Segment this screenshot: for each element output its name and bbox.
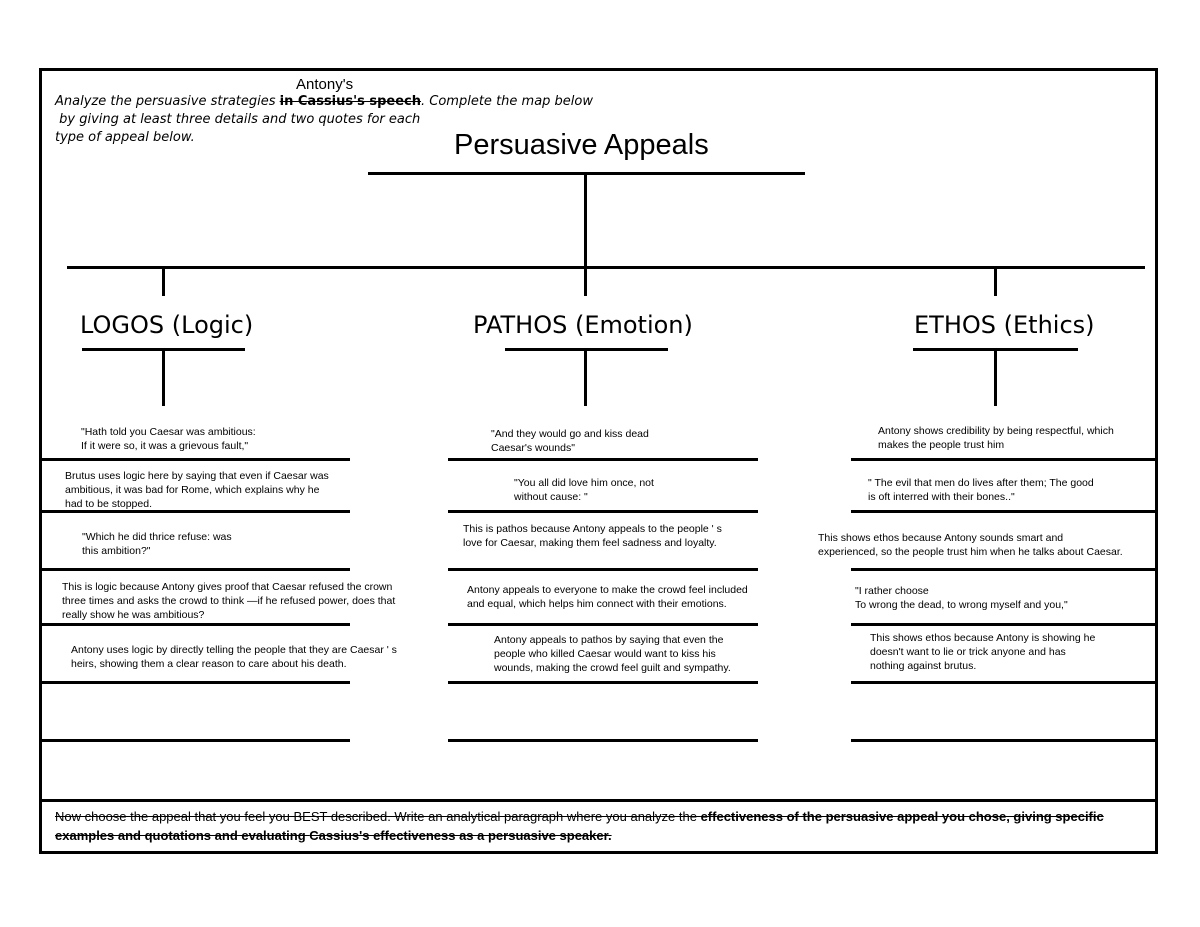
bottom-prompt-bold-end: Cassius's effectiveness as a persuasive speaker. bbox=[309, 828, 612, 843]
ethos-heading: ETHOS (Ethics) bbox=[914, 311, 1095, 339]
instructions-line3: type of appeal below. bbox=[55, 130, 195, 145]
inserted-word: Antony's bbox=[296, 76, 354, 93]
pathos-line-6 bbox=[448, 739, 758, 742]
bottom-prompt-bold: effectiveness of the persuasive appeal you chose, giving specific examples and quotations and evaluating bbox=[55, 809, 1104, 843]
pathos-cell-4: Antony appeals to everyone to make the crowd feel included and equal, which helps him connect with their emotions. bbox=[467, 584, 748, 610]
instructions-line1: Analyze the persuasive strategies bbox=[55, 94, 280, 109]
ethos-branch bbox=[994, 268, 997, 296]
logos-stem bbox=[162, 350, 165, 406]
bottom-divider bbox=[40, 799, 1158, 802]
ethos-line-3 bbox=[851, 568, 1158, 571]
logos-cell-5: Antony uses logic by directly telling the people that they are Caesar ' s heirs, showing them a clear reason to care about his death. bbox=[71, 644, 397, 670]
map-title: Persuasive Appeals bbox=[454, 129, 709, 161]
pathos-cell-3: This is pathos because Antony appeals to the people ' s love for Caesar, making them feel sadness and loyalty. bbox=[463, 523, 722, 549]
ethos-cell-5: This shows ethos because Antony is showing he doesn't want to lie or trick anyone and has nothing against brutus. bbox=[870, 632, 1096, 672]
ethos-cell-3: This shows ethos because Antony sounds smart and experienced, so the people trust him when he talks about Caesar. bbox=[818, 532, 1123, 558]
ethos-cell-4: "I rather choose To wrong the dead, to wrong myself and you," bbox=[855, 585, 1068, 611]
bottom-prompt bbox=[55, 807, 1150, 845]
pathos-branch bbox=[584, 268, 587, 296]
pathos-stem bbox=[584, 350, 587, 406]
logos-line-2 bbox=[40, 510, 350, 513]
logos-line-5 bbox=[40, 681, 350, 684]
pathos-heading: PATHOS (Emotion) bbox=[473, 311, 693, 339]
logos-line-4 bbox=[40, 623, 350, 626]
pathos-cell-5: Antony appeals to pathos by saying that even the people who killed Caesar would want to kiss his wounds, making the crowd feel guilt and sympathy. bbox=[494, 634, 731, 674]
ethos-line-2 bbox=[851, 510, 1158, 513]
ethos-cell-1: Antony shows credibility by being respectful, which makes the people trust him bbox=[878, 425, 1114, 451]
logos-cell-1: "Hath told you Caesar was ambitious: If it were so, it was a grievous fault," bbox=[81, 426, 256, 452]
logos-line-3 bbox=[40, 568, 350, 571]
pathos-line-5 bbox=[448, 681, 758, 684]
struck-text: in Cassius's speech bbox=[279, 94, 422, 109]
logos-cell-2: Brutus uses logic here by saying that even if Caesar was ambitious, it was bad for Rome, which explains why he had to be stopped. bbox=[65, 470, 329, 510]
pathos-line-3 bbox=[448, 568, 758, 571]
pathos-line-1 bbox=[448, 458, 758, 461]
title-stem bbox=[584, 174, 587, 268]
pathos-line-4 bbox=[448, 623, 758, 626]
ethos-stem bbox=[994, 350, 997, 406]
branch-line bbox=[67, 266, 1145, 269]
ethos-line-1 bbox=[851, 458, 1158, 461]
logos-branch bbox=[162, 268, 165, 296]
logos-cell-3: "Which he did thrice refuse: was this ambition?" bbox=[82, 531, 232, 557]
pathos-cell-1: "And they would go and kiss dead Caesar's wounds" bbox=[491, 428, 649, 454]
ethos-line-5 bbox=[851, 681, 1158, 684]
ethos-line-6 bbox=[851, 739, 1158, 742]
logos-line-6 bbox=[40, 739, 350, 742]
logos-line-1 bbox=[40, 458, 350, 461]
ethos-cell-2: " The evil that men do lives after them; The good is oft interred with their bones.." bbox=[868, 477, 1094, 503]
pathos-line-2 bbox=[448, 510, 758, 513]
logos-heading: LOGOS (Logic) bbox=[80, 311, 254, 339]
instructions-line2: by giving at least three details and two quotes for each bbox=[55, 112, 421, 127]
pathos-cell-2: "You all did love him once, not without cause: " bbox=[514, 477, 654, 503]
logos-cell-4: This is logic because Antony gives proof that Caesar refused the crown three times and asks the crowd to think —if he refused power, does that really show he was ambitious? bbox=[62, 581, 396, 621]
instructions-line1-end: . Complete the map below bbox=[421, 94, 593, 109]
bottom-prompt-text: Now choose the appeal that you feel you BEST described. Write an analytical paragraph where you analyze the bbox=[55, 809, 701, 824]
ethos-line-4 bbox=[851, 623, 1158, 626]
worksheet-frame bbox=[39, 68, 1158, 854]
